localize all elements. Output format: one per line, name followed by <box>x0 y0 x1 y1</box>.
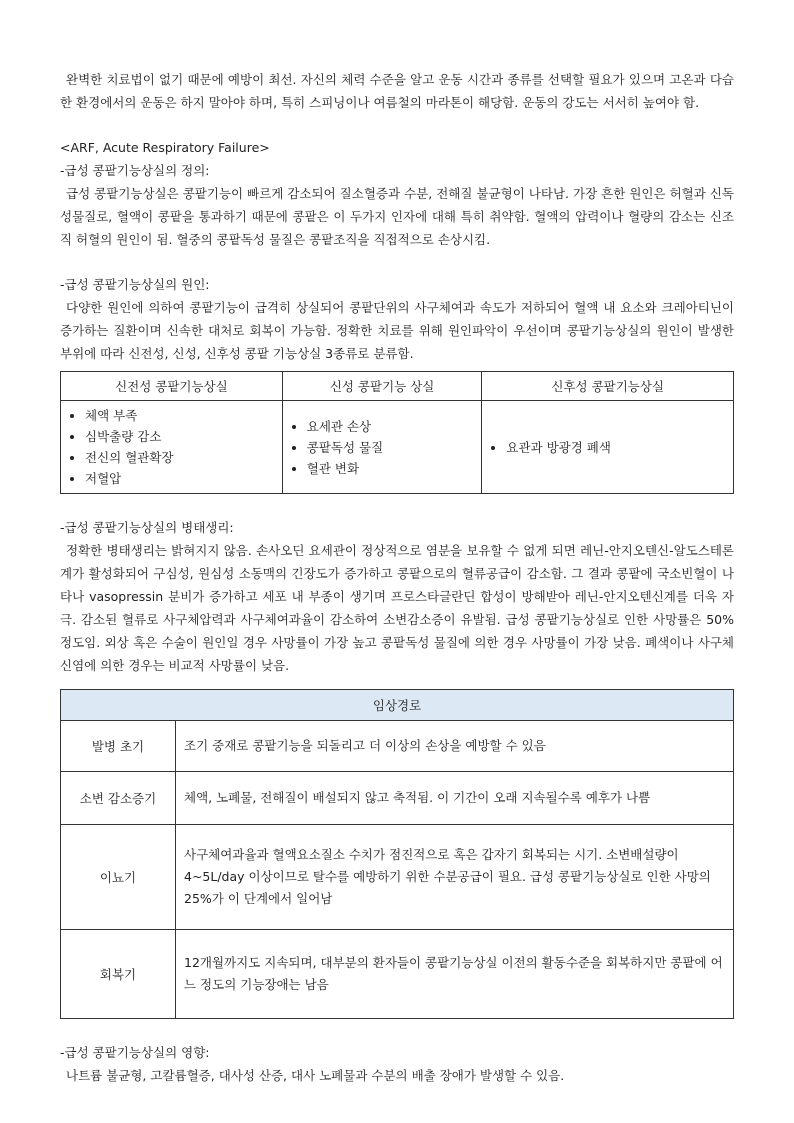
causes-body: 다양한 원인에 의하여 콩팥기능이 급격히 상실되어 콩팥단위의 사구체여과 속도가 저하되어 혈액 내 요소와 크레아티닌이 증가하는 질환이며 신속한 대처로 회복이 가능함. 정확한 치료를 위해 원인파악이 우선이며 콩팥기능상실의 원인이 발생한 부위에 따라 신전성, 신성, 신후성 콩팥 기능상실 3종류로 분류함. <box>60 300 734 361</box>
stage-label: 회복기 <box>61 930 176 1019</box>
stage-text: 조기 중재로 콩팥기능을 되돌리고 더 이상의 손상을 예방할 수 있음 <box>176 721 734 772</box>
list-item: • 저혈압 <box>85 468 276 489</box>
pathophys-heading: -급성 콩팥기능상실의 병태생리: <box>60 520 234 535</box>
causes-cell-prerenal <box>61 401 283 494</box>
stage-label: 발병 초기 <box>61 721 176 772</box>
pathophys-body: 정확한 병태생리는 밝혀지지 않음. 손사오딘 요세관이 정상적으로 염분을 보유할 수 없게 되면 레닌-안지오텐신-알도스테론계가 활성화되어 구심성, 원심성 소동맥의 긴장도가 증가하고 콩팥으로의 혈류공급이 감소함. 그 결과 콩팥에 국소빈혈이 나타나 vasopressin 분비가 증가하고 세포 내 부종이 생기며 프로스타글란딘 합성이 방해받아 레닌-안지오텐신계를 더욱 자극. 감소된 혈류로 사구체압력과 사구체여과율이 감소하여 소변감소증이 유발됨. 급성 콩팥기능상실로 인한 사망률은 50% 정도임. 외상 혹은 수술이 원인일 경우 사망률이 가장 높고 콩팥독성 물질에 의한 경우 사망률이 가장 낮음. 폐색이나 사구체신염에 의한 경우는 비교적 사망률이 낮음. <box>60 543 734 673</box>
list-item: • 콩팥독성 물질 <box>307 437 476 458</box>
list-item: • 전신의 혈관확장 <box>85 447 276 468</box>
list-item: • 혈관 변화 <box>307 458 476 479</box>
list-item: • 심박출량 감소 <box>85 426 276 447</box>
list-item: • 체액 부족 <box>85 405 276 426</box>
arf-heading: <ARF, Acute Respiratory Failure> <box>60 140 270 155</box>
causes-cell-renal <box>282 401 482 494</box>
stage-label: 이뇨기 <box>61 825 176 930</box>
clinical-table <box>60 689 734 1019</box>
causes-header-prerenal: 신전성 콩팥기능상실 <box>61 372 283 401</box>
causes-table <box>60 371 734 494</box>
stage-text: 12개월까지도 지속되며, 대부분의 환자들이 콩팥기능상실 이전의 활동수준을 회복하지만 콩팥에 어느 정도의 기능장애는 남음 <box>176 930 734 1019</box>
table-row <box>61 721 734 772</box>
stage-text: 사구체여과율과 혈액요소질소 수치가 점진적으로 혹은 갑자기 회복되는 시기. 소변배설량이 4~5L/day 이상이므로 탈수를 예방하기 위한 수분공급이 필요. 급성 콩팥기능상실로 인한 사망의 25%가 이 단계에서 일어남 <box>176 825 734 930</box>
causes-cell-postrenal <box>482 401 734 494</box>
table-row <box>61 825 734 930</box>
effects-body: 나트륨 불균형, 고칼륨혈증, 대사성 산증, 대사 노폐물과 수분의 배출 장애가 발생할 수 있음. <box>66 1068 565 1083</box>
intro-paragraph: 완벽한 치료법이 없기 때문에 예방이 최선. 자신의 체력 수준을 알고 운동 시간과 종류를 선택할 필요가 있으며 고온과 다습한 환경에서의 운동은 하지 말아야 하며, 특히 스피닝이나 여름철의 마라톤이 해당함. 운동의 강도는 서서히 높여야 함. <box>60 72 734 110</box>
clinical-table-title: 임상경로 <box>61 690 734 721</box>
definition-body: 급성 콩팥기능상실은 콩팥기능이 빠르게 감소되어 질소혈증과 수분, 전해질 불균형이 나타남. 가장 흔한 원인은 허혈과 신독성물질로, 혈액이 콩팥을 통과하기 때문에 콩팥은 이 두가지 인자에 대해 특히 취약함. 혈액의 압력이나 혈량의 감소는 신조직 허혈의 원인이 됨. 혈중의 콩팥독성 물질은 콩팥조직을 직접적으로 손상시킴. <box>60 186 734 247</box>
list-item: • 요관과 방광경 폐색 <box>506 437 727 458</box>
list-item: • 요세관 손상 <box>307 416 476 437</box>
definition-heading: -급성 콩팥기능상실의 정의: <box>60 163 210 178</box>
causes-heading: -급성 콩팥기능상실의 원인: <box>60 277 210 292</box>
effects-heading: -급성 콩팥기능상실의 영향: <box>60 1045 210 1060</box>
table-row <box>61 772 734 825</box>
stage-label: 소변 감소증기 <box>61 772 176 825</box>
table-row <box>61 930 734 1019</box>
causes-header-renal: 신성 콩팥기능 상실 <box>282 372 482 401</box>
document-page <box>60 68 734 1087</box>
causes-header-postrenal: 신후성 콩팥기능상실 <box>482 372 734 401</box>
stage-text: 체액, 노폐물, 전해질이 배설되지 않고 축적됨. 이 기간이 오래 지속될수록 예후가 나쁨 <box>176 772 734 825</box>
